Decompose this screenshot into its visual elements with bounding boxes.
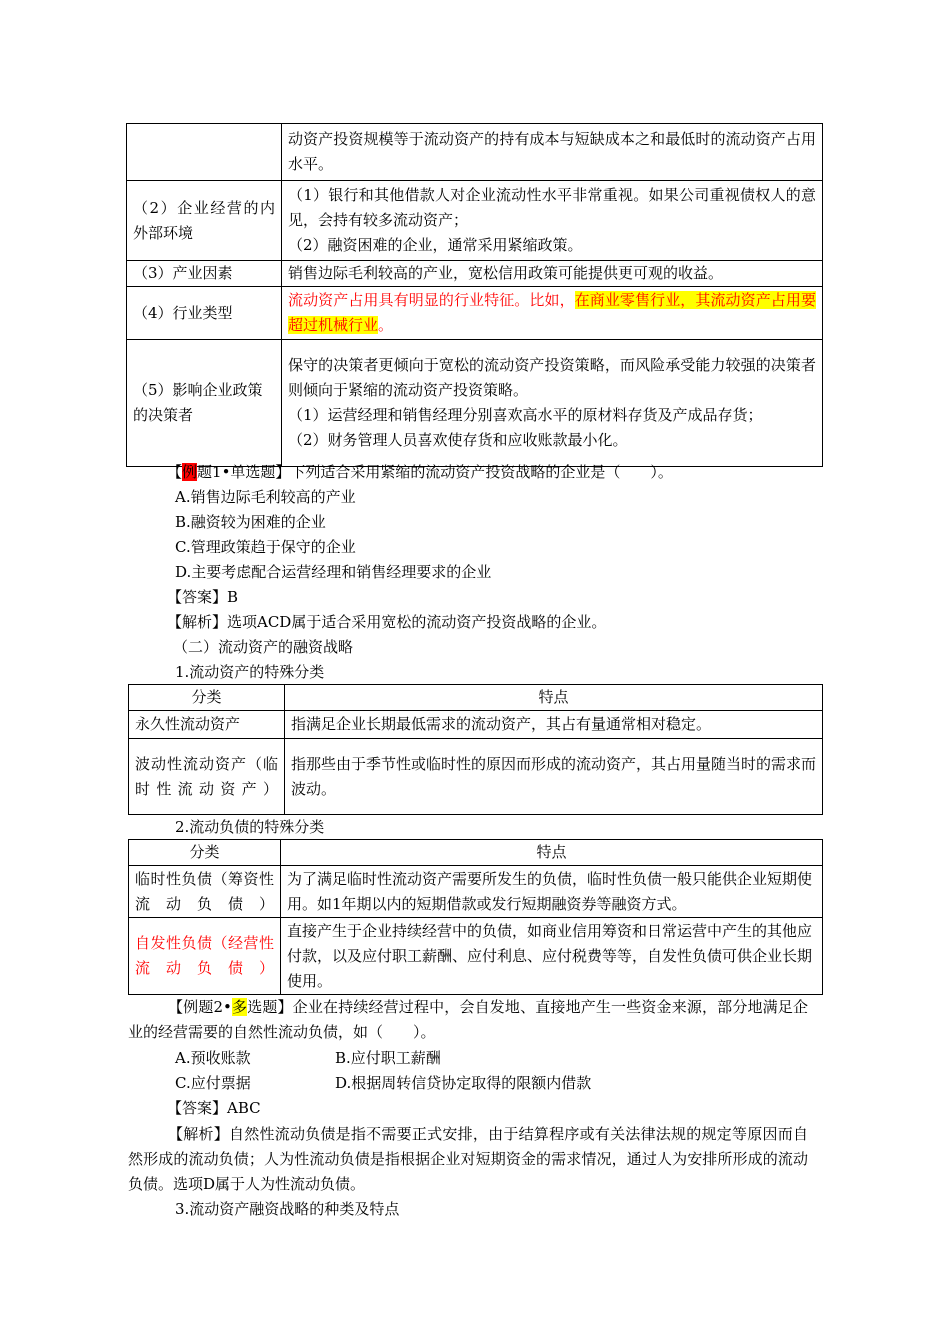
table-cell <box>282 340 823 467</box>
option-d: D.根据周转信贷协定取得的限额内借款 <box>335 1074 592 1092</box>
influence-factors-table <box>126 123 823 467</box>
cell-line: （2）融资困难的企业，通常采用紧缩政策。 <box>288 236 583 254</box>
cell-line: （2）财务管理人员喜欢使存货和应收账款最小化。 <box>288 431 628 449</box>
cell-line: （1）运营经理和销售经理分别喜欢高水平的原材料存货及产成品存货； <box>288 406 763 424</box>
table-row <box>127 181 823 261</box>
highlighted-text: 在商业零售行业，其流动资产占用要超过机械行业 <box>288 291 816 334</box>
table-header: 特点 <box>285 685 823 711</box>
table-cell: 销售边际毛利较高的产业，宽松信用政策可能提供更可观的收益。 <box>282 261 823 287</box>
table-cell <box>127 124 282 181</box>
example-title-text: 题1•单选题】下列适合采用紧缩的流动资产投资战略的企业是（ ）。 <box>197 463 673 481</box>
example1-title <box>167 460 673 485</box>
cell-line: 的决策者 <box>133 406 194 424</box>
analysis: 【解析】自然性流动负债是指不需要正式安排，由于结算程序或有关法律法规的规定等原因而自然形成的流动负债；人为性流动负债是指根据企业对短期资金的需求情况，通过人为安排所形成的流动负债。选项D属于人为性流动负债。 <box>128 1125 808 1193</box>
current-liabilities-table <box>128 839 823 995</box>
table-row <box>127 287 823 340</box>
bracket: 【 <box>167 463 183 481</box>
option-c: C.管理政策趋于保守的企业 <box>175 538 356 556</box>
table-cell <box>127 340 282 467</box>
highlighted-char: 多 <box>231 998 248 1016</box>
table-row <box>129 866 823 918</box>
answer: 【答案】ABC <box>167 1099 261 1117</box>
table-header: 分类 <box>129 685 285 711</box>
table-row <box>127 124 823 181</box>
table-header-row <box>129 840 823 866</box>
table-cell <box>282 181 823 261</box>
option-d: D.主要考虑配合运营经理和销售经理要求的企业 <box>175 563 492 581</box>
table-cell: 直接产生于企业持续经营中的负债，如商业信用筹资和日常运营中产生的其他应付款，以及应付职工薪酬、应付利息、应付税费等等，自发性负债可供企业长期使用。 <box>281 918 823 995</box>
cell-line: 保守的决策者更倾向于宽松的流动资产投资策略，而风险承受能力较强的决策者则倾向于紧缩的流动资产投资策略。 <box>288 356 816 399</box>
table-cell: 为了满足临时性流动资产需要所发生的负债，临时性负债一般只能供企业短期使用。如1年期以内的短期借款或发行短期融资券等融资方式。 <box>281 866 823 918</box>
table-cell: 动资产投资规模等于流动资产的持有成本与短缺成本之和最低时的流动资产占用水平。 <box>282 124 823 181</box>
highlighted-char: 例 <box>182 463 198 481</box>
answer: 【答案】B <box>167 588 239 606</box>
table-row <box>129 739 823 815</box>
table-row <box>127 340 823 467</box>
table-cell: （4）行业类型 <box>127 287 282 340</box>
table-header: 特点 <box>281 840 823 866</box>
option-b: B.应付职工薪酬 <box>335 1049 441 1067</box>
option-a: A.预收账款 <box>175 1049 251 1067</box>
table-cell: 指那些由于季节性或临时性的原因而形成的流动资产，其占用量随当时的需求而波动。 <box>285 739 823 815</box>
table-cell: 波动性流动资产（临时性流动资产） <box>129 739 285 815</box>
table-cell: （2）企业经营的内外部环境 <box>127 181 282 261</box>
table-cell: 永久性流动资产 <box>129 711 285 739</box>
table-cell: 指满足企业长期最低需求的流动资产，其占有量通常相对稳定。 <box>285 711 823 739</box>
cell-line: （1）银行和其他借款人对企业流动性水平非常重视。如果公司重视债权人的意见，会持有较多流动资产； <box>288 186 816 229</box>
table-header-row <box>129 685 823 711</box>
table-header: 分类 <box>129 840 281 866</box>
table-cell: 临时性负债（筹资性流动负债） <box>129 866 281 918</box>
subsection-title: 3.流动资产融资战略的种类及特点 <box>175 1200 400 1218</box>
table-cell <box>282 287 823 340</box>
table-row <box>129 918 823 995</box>
table-cell: 自发性负债（经营性流动负债） <box>129 918 281 995</box>
option-b: B.融资较为困难的企业 <box>175 513 326 531</box>
subsection-title: 1.流动资产的特殊分类 <box>175 663 325 681</box>
red-text: 流动资产占用具有明显的行业特征。比如， <box>288 291 575 309</box>
cell-line: （5）影响企业政策 <box>133 381 263 399</box>
current-assets-table <box>128 684 823 815</box>
section-title: （二）流动资产的融资战略 <box>173 638 354 656</box>
red-text: 。 <box>378 316 394 334</box>
table-cell: （3）产业因素 <box>127 261 282 287</box>
table-row <box>127 261 823 287</box>
option-a: A.销售边际毛利较高的产业 <box>175 488 356 506</box>
option-c: C.应付票据 <box>175 1074 251 1092</box>
subsection-title: 2.流动负债的特殊分类 <box>175 818 325 836</box>
example-prefix: 【例题2• <box>168 998 232 1016</box>
analysis: 【解析】选项ACD属于适合采用宽松的流动资产投资战略的企业。 <box>167 613 607 631</box>
example2-title <box>128 995 808 1045</box>
example-title-text: 选题】企业在持续经营过程中，会自发地、直接地产生一些资金来源，部分地满足企业的经营需要的自然性流动负债，如（ ）。 <box>128 998 808 1041</box>
table-row <box>129 711 823 739</box>
